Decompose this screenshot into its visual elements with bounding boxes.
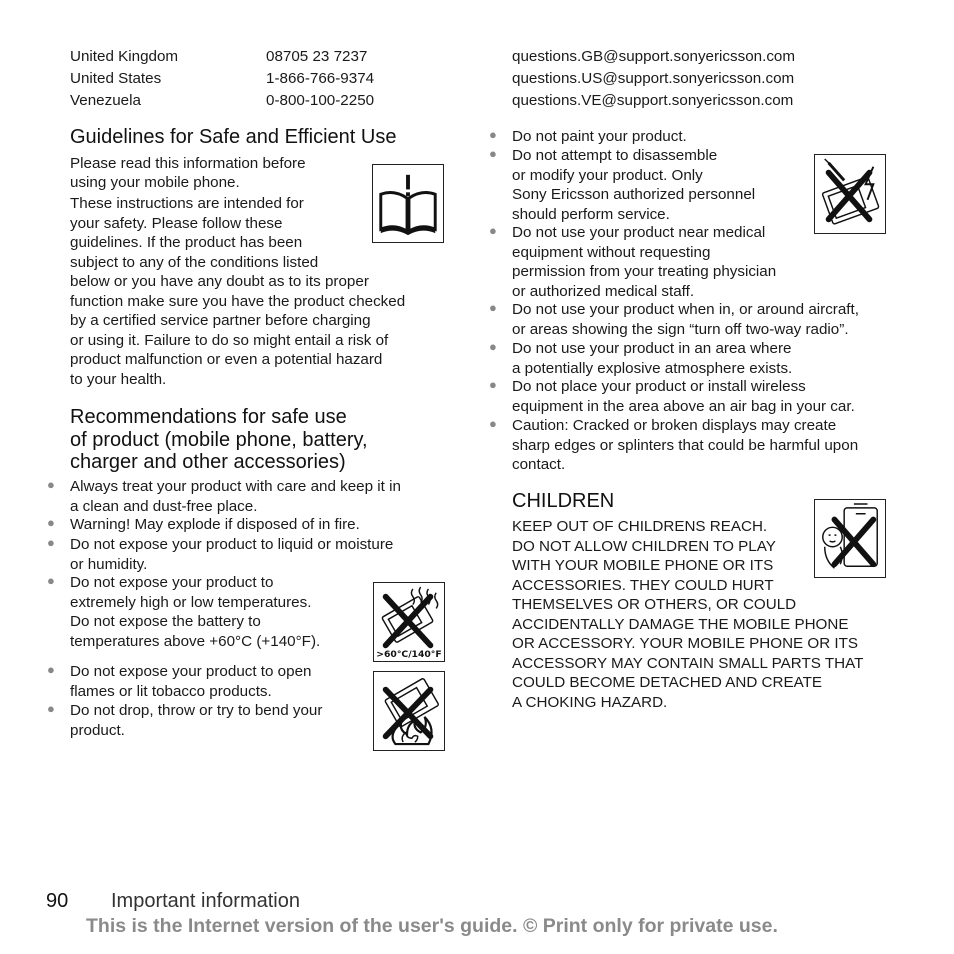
guidelines-line: to your health. [70, 370, 167, 388]
guidelines-line: Please read this information before [70, 155, 306, 172]
no-fire-icon [373, 671, 445, 751]
country-name: Venezuela [70, 92, 141, 109]
bullet-icon: ● [489, 300, 497, 315]
list-item-line: or modify your product. Only [512, 166, 703, 184]
list-item-line: a potentially explosive atmosphere exists. [512, 359, 793, 377]
list-item-line: temperatures above +60°C (+140°F). [70, 632, 321, 650]
list-item-line: or authorized medical staff. [512, 282, 695, 300]
list-item-line: Do not expose the battery to [70, 613, 261, 630]
temperature-label: >60°C/140°F [376, 649, 442, 660]
guidelines-line: subject to any of the conditions listed [70, 253, 319, 271]
guidelines-heading: Guidelines for Safe and Efficient Use [70, 126, 397, 148]
list-item [489, 339, 793, 378]
bullet-icon: ● [47, 701, 55, 716]
section-title: Important information [111, 890, 300, 912]
children-line: ACCESSORY MAY CONTAIN SMALL PARTS THAT [512, 654, 864, 672]
list-item-line: Do not drop, throw or try to bend your [70, 702, 323, 719]
list-item-line: Do not use your product near medical [512, 224, 766, 241]
list-item-line: should perform service. [512, 205, 670, 223]
no-children-icon [814, 499, 886, 578]
list-item-line: product. [70, 721, 125, 739]
list-item-line: or humidity. [70, 555, 148, 573]
children-line: OR ACCESSORY. YOUR MOBILE PHONE OR ITS [512, 635, 859, 652]
copyright-notice: This is the Internet version of the user's guide. © Print only for private use. [86, 915, 778, 937]
bullet-icon: ● [489, 146, 497, 161]
guidelines-line: or using it. Failure to do so might entail a risk of [70, 331, 389, 349]
list-item-line: Do not place your product or install wireless [512, 378, 806, 395]
guidelines-line: using your mobile phone. [70, 174, 240, 191]
list-item-line: Do not use your product when in, or around aircraft, [512, 301, 859, 318]
guidelines-line: product malfunction or even a potential hazard [70, 351, 383, 368]
list-item [47, 477, 401, 516]
bullet-icon: ● [47, 477, 55, 492]
list-item-line: flames or lit tobacco products. [70, 682, 272, 700]
bullet-icon: ● [47, 535, 55, 550]
list-item [489, 416, 859, 475]
support-email: questions.GB@support.sonyericsson.com [512, 48, 796, 65]
bullet-icon: ● [489, 377, 497, 392]
list-item-line: Do not paint your product. [512, 128, 687, 145]
children-line: ACCESSORIES. THEY COULD HURT [512, 576, 774, 594]
guidelines-line: below or you have any doubt as to its proper [70, 273, 369, 290]
guidelines-line: These instructions are intended for [70, 195, 304, 212]
list-item-line: Caution: Cracked or broken displays may create [512, 417, 837, 434]
list-item-line: sharp edges or splinters that could be harmful upon [512, 436, 859, 454]
recommendations-heading-line: charger and other accessories) [70, 451, 346, 473]
list-item [489, 223, 777, 301]
list-item-line: Do not attempt to disassemble [512, 147, 718, 164]
list-item [47, 573, 321, 651]
no-disassemble-icon [814, 154, 886, 234]
read-manual-icon [372, 164, 444, 243]
list-item-line: equipment without requesting [512, 243, 711, 261]
list-item-line: or areas showing the sign “turn off two-way radio”. [512, 320, 849, 338]
country-name: United States [70, 70, 162, 87]
list-item-line: Do not expose your product to [70, 574, 274, 591]
bullet-icon: ● [489, 127, 497, 142]
bullet-icon: ● [489, 416, 497, 431]
guidelines-line: your safety. Please follow these [70, 214, 283, 232]
guidelines-line: function make sure you have the product checked [70, 292, 406, 310]
list-item [47, 515, 360, 535]
children-line: DO NOT ALLOW CHILDREN TO PLAY [512, 537, 776, 555]
warning-label: Warning! [70, 516, 131, 533]
list-item [489, 377, 855, 416]
children-line: A CHOKING HAZARD. [512, 693, 668, 711]
no-heat-icon [373, 582, 445, 662]
country-name: United Kingdom [70, 48, 179, 65]
list-item [489, 146, 756, 224]
phone-number: 1-866-766-9374 [266, 70, 375, 87]
children-line: WITH YOUR MOBILE PHONE OR ITS [512, 557, 774, 574]
list-item-line: May explode if disposed of in fire. [130, 516, 360, 533]
bullet-icon: ● [47, 515, 55, 530]
list-item [47, 701, 323, 740]
list-item-line: contact. [512, 456, 566, 473]
guidelines-line: by a certified service partner before charging [70, 312, 371, 329]
phone-number: 0-800-100-2250 [266, 92, 375, 109]
list-item [47, 535, 394, 574]
list-item [47, 662, 312, 701]
page-number: 90 [46, 890, 69, 912]
bullet-icon: ● [489, 223, 497, 238]
list-item-line: Do not expose your product to open [70, 663, 312, 680]
children-heading: CHILDREN [512, 490, 615, 512]
children-line: THEMSELVES OR OTHERS, OR COULD [512, 596, 797, 613]
list-item-line: Always treat your product with care and keep it in [70, 478, 401, 495]
list-item-line: a clean and dust-free place. [70, 497, 258, 515]
list-item-line: Sony Ericsson authorized personnel [512, 186, 756, 203]
children-line: COULD BECOME DETACHED AND CREATE [512, 674, 822, 691]
list-item-line: Do not expose your product to liquid or moisture [70, 536, 394, 553]
guidelines-line: guidelines. If the product has been [70, 234, 303, 251]
bullet-icon: ● [47, 662, 55, 677]
children-line: KEEP OUT OF CHILDRENS REACH. [512, 518, 768, 535]
bullet-icon: ● [47, 573, 55, 588]
list-item [489, 127, 687, 147]
list-item-line: Do not use your product in an area where [512, 340, 792, 357]
recommendations-heading-line: Recommendations for safe use [70, 406, 347, 428]
support-email: questions.VE@support.sonyericsson.com [512, 92, 794, 109]
phone-number: 08705 23 7237 [266, 48, 368, 65]
list-item-line: permission from your treating physician [512, 263, 777, 280]
list-item [489, 300, 859, 339]
children-line: ACCIDENTALLY DAMAGE THE MOBILE PHONE [512, 615, 849, 633]
recommendations-heading-line: of product (mobile phone, battery, [70, 428, 368, 451]
support-email: questions.US@support.sonyericsson.com [512, 70, 795, 87]
list-item-line: equipment in the area above an air bag in your car. [512, 397, 855, 415]
list-item-line: extremely high or low temperatures. [70, 593, 312, 611]
bullet-icon: ● [489, 339, 497, 354]
